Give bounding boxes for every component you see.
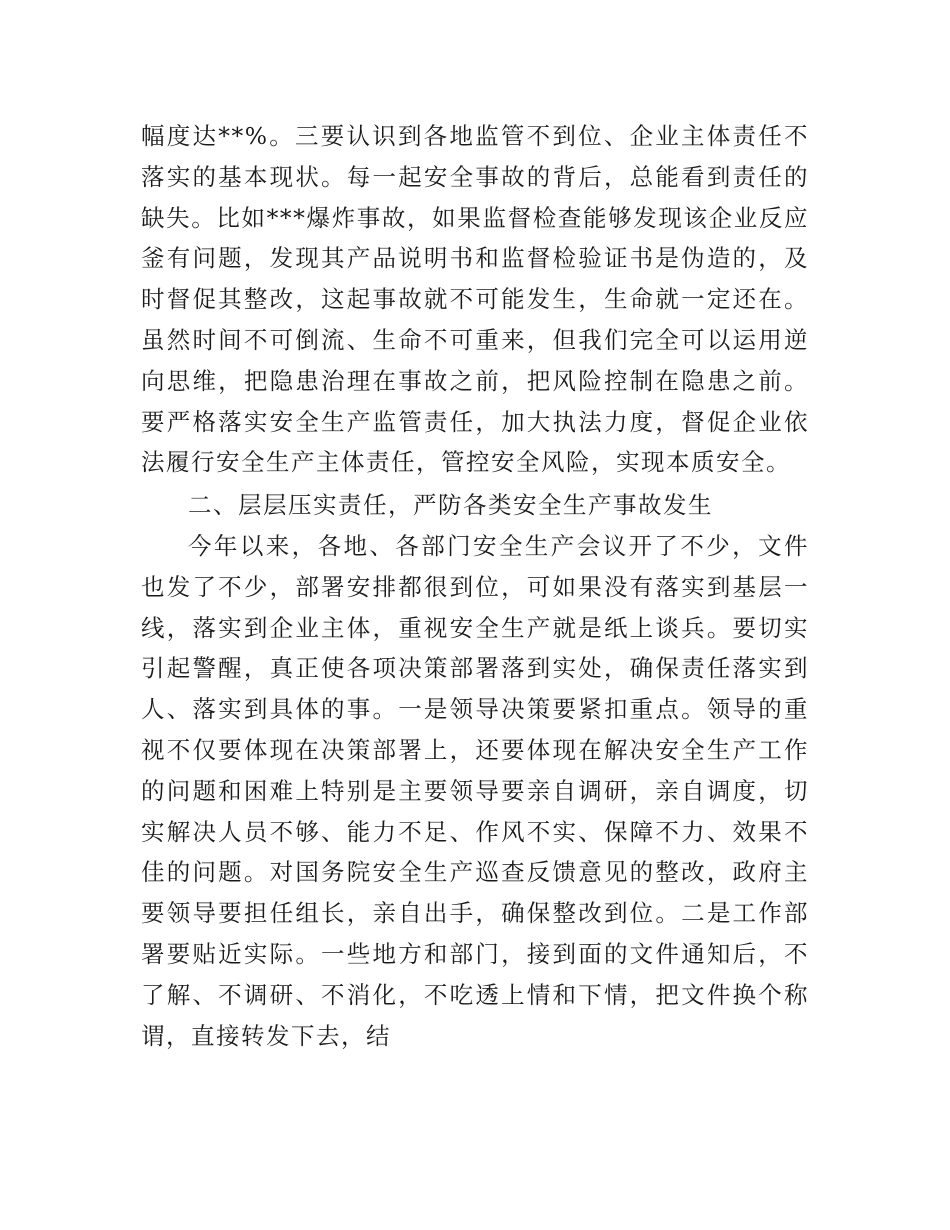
- paragraph-continued: 幅度达**%。三要认识到各地监管不到位、企业主体责任不落实的基本现状。每一起安全事故的背后，总能看到责任的缺失。比如***爆炸事故，如果监督检查能够发现该企业反应釜有问题，发现其产品说明书和监督检验证书是伪造的，及时督促其整改，这起事故就不可能发生，生命就一定还在。虽然时间不可倒流、生命不可重来，但我们完全可以运用逆向思维，把隐患治理在事故之前，把风险控制在隐患之前。要严格落实安全生产监管责任，加大执法力度，督促企业依法履行安全生产主体责任，管控安全风险，实现本质安全。: [141, 122, 809, 477]
- section-heading: 二、层层压实责任，严防各类安全生产事故发生: [188, 491, 713, 520]
- document-body: [141, 116, 809, 1056]
- paragraph: 今年以来，各地、各部门安全生产会议开了不少，文件也发了不少，部署安排都很到位，可如果没有落实到基层一线，落实到企业主体，重视安全生产就是纸上谈兵。要切实引起警醒，真正使各项决策部署落到实处，确保责任落实到人、落实到具体的事。一是领导决策要紧扣重点。领导的重视不仅要体现在决策部署上，还要体现在解决安全生产工作的问题和困难上特别是主要领导要亲自调研，亲自调度，切实解决人员不够、能力不足、作风不实、保障不力、效果不佳的问题。对国务院安全生产巡查反馈意见的整改，政府主要领导要担任组长，亲自出手，确保整改到位。二是工作部署要贴近实际。一些地方和部门，接到面的文件通知后，不了解、不调研、不消化，不吃透上情和下情，把文件换个称谓，直接转发下去，结: [141, 531, 809, 1050]
